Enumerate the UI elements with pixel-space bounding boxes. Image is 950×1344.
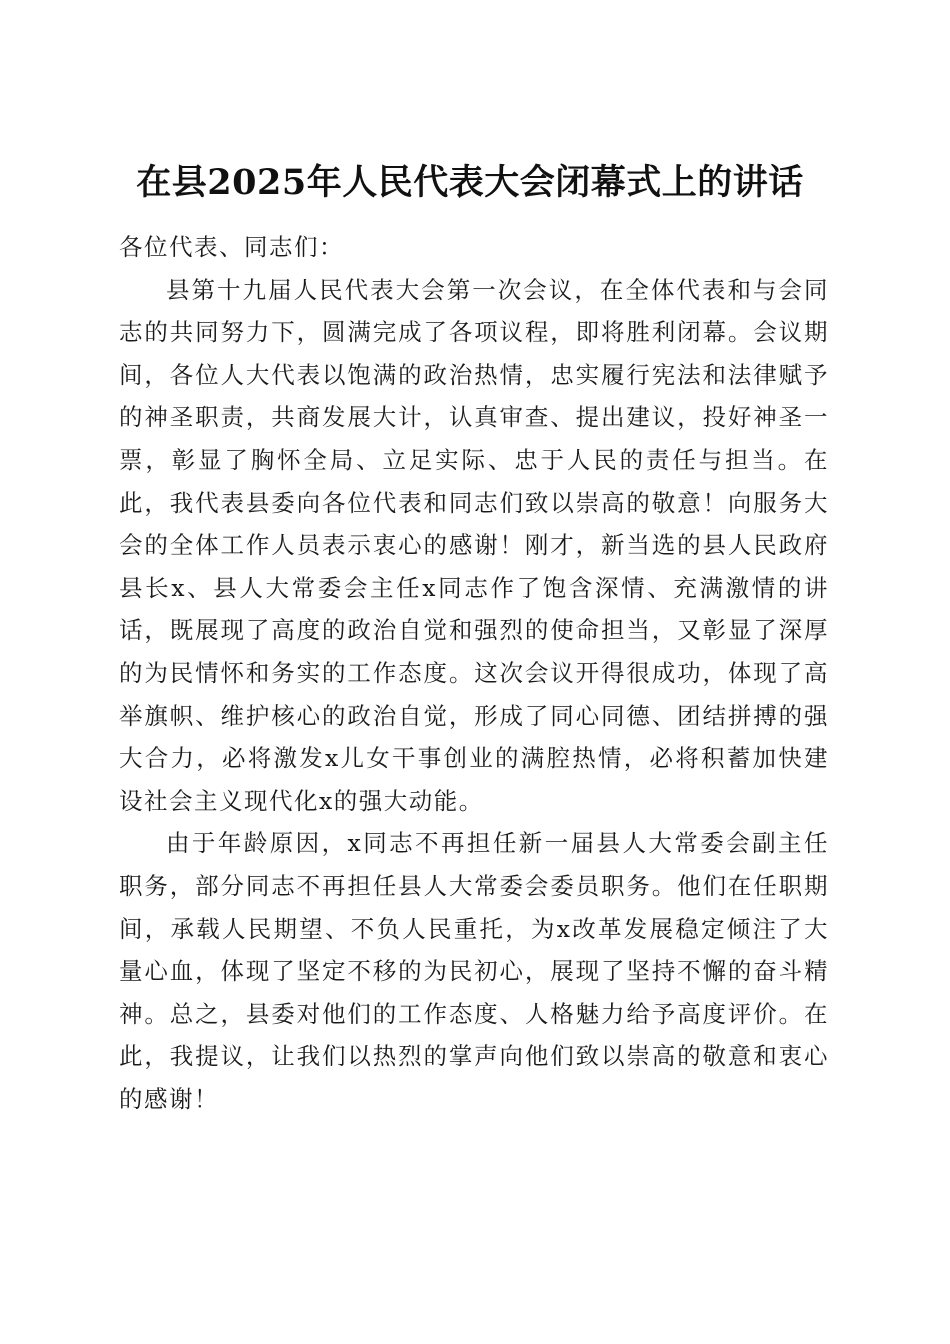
- salutation: 各位代表、同志们：: [119, 233, 344, 261]
- document-title: 在县2025年人民代表大会闭幕式上的讲话: [136, 162, 804, 204]
- paragraph: 县第十九届人民代表大会第一次会议，在全体代表和与会同志的共同努力下，圆满完成了各项议程，即将胜利闭幕。会议期间，各位人大代表以饱满的政治热情，忠实履行宪法和法律赋予的神圣职责，共商发展大计，认真审查、提出建议，投好神圣一票，彰显了胸怀全局、立足实际、忠于人民的责任与担当。在此，我代表县委向各位代表和同志们致以崇高的敬意！向服务大会的全体工作人员表示衷心的感谢！刚才，新当选的县人民政府县长x、县人大常委会主任x同志作了饱含深情、充满激情的讲话，既展现了高度的政治自觉和强烈的使命担当，又彰显了深厚的为民情怀和务实的工作态度。这次会议开得很成功，体现了高举旗帜、维护核心的政治自觉，形成了同心同德、团结拼搏的强大合力，必将激发x儿女干事创业的满腔热情，必将积蓄加快建设社会主义现代化x的强大动能。: [119, 275, 829, 815]
- document-body: [119, 226, 829, 1120]
- paragraph: 由于年龄原因，x同志不再担任新一届县人大常委会副主任职务，部分同志不再担任县人大常委会委员职务。他们在任职期间，承载人民期望、不负人民重托，为x改革发展稳定倾注了大量心血，体现了坚定不移的为民初心，展现了坚持不懈的奋斗精神。总之，县委对他们的工作态度、人格魅力给予高度评价。在此，我提议，让我们以热烈的掌声向他们致以崇高的敬意和衷心的感谢！: [119, 829, 829, 1113]
